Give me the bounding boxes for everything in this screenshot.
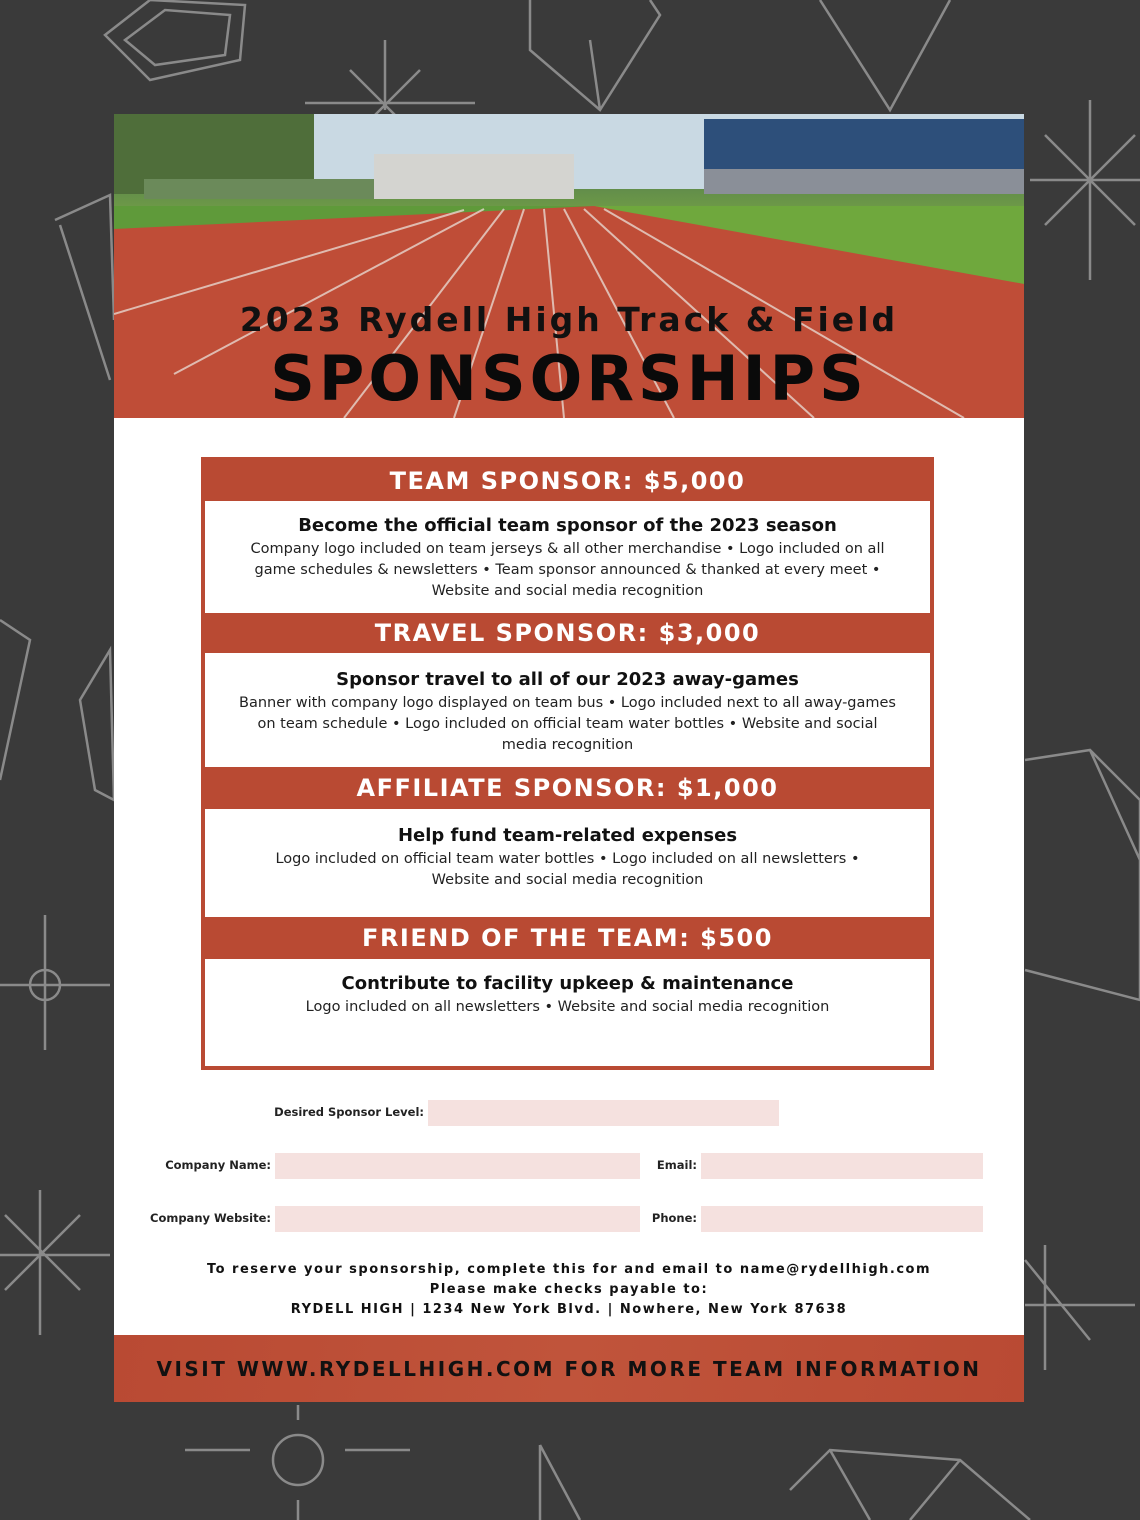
flyer-title: SPONSORSHIPS — [270, 342, 868, 415]
tier-body-friend — [205, 973, 930, 1018]
tier-title: Contribute to facility upkeep & maintenance — [341, 973, 794, 994]
tier-heading-travel: TRAVEL SPONSOR: $3,000 — [205, 613, 930, 653]
company-website-label: Company Website: — [150, 1211, 271, 1225]
footer-banner: VISIT WWW.RYDELLHIGH.COM FOR MORE TEAM INFORMATION — [114, 1335, 1024, 1402]
flyer-subtitle: 2023 Rydell High Track & Field — [239, 300, 899, 339]
note-checks-line: Please make checks payable to: — [429, 1282, 709, 1297]
phone-label: Phone: — [651, 1211, 697, 1225]
tier-body-travel — [205, 669, 930, 756]
tier-body-team — [205, 515, 930, 602]
tier-heading-team: TEAM SPONSOR: $5,000 — [205, 461, 930, 501]
note-address-line: RYDELL HIGH | 1234 New York Blvd. | Nowhere, New York 87638 — [290, 1302, 848, 1317]
track-hero-image — [114, 114, 1024, 418]
sponsorship-flyer — [114, 114, 1024, 1402]
tier-description: Logo included on official team water bottles • Logo included on all newsletters • Website and social media recognition — [275, 851, 860, 888]
tier-heading-friend: FRIEND OF THE TEAM: $500 — [205, 917, 930, 959]
tier-body-affiliate — [205, 825, 930, 891]
sponsor-level-label: Desired Sponsor Level: — [274, 1105, 424, 1119]
email-input[interactable] — [701, 1153, 983, 1179]
tier-heading-affiliate: AFFILIATE SPONSOR: $1,000 — [205, 767, 930, 809]
sponsor-tiers — [201, 457, 934, 1070]
company-website-input[interactable] — [275, 1206, 640, 1232]
tier-title: Help fund team-related expenses — [397, 825, 738, 846]
tier-title: Become the official team sponsor of the 2023 season — [298, 515, 837, 536]
tier-description: Logo included on all newsletters • Website and social media recognition — [305, 999, 830, 1015]
company-name-label: Company Name: — [165, 1158, 271, 1172]
tier-description: Banner with company logo displayed on team bus • Logo included next to all away-games on team schedule • Logo included on official team water bottles • Website and social media recognition — [239, 695, 896, 753]
reservation-note — [114, 1260, 1024, 1320]
sponsor-level-input[interactable] — [428, 1100, 779, 1126]
company-name-input[interactable] — [275, 1153, 640, 1179]
tier-title: Sponsor travel to all of our 2023 away-games — [336, 669, 799, 690]
phone-input[interactable] — [701, 1206, 983, 1232]
email-label: Email: — [656, 1158, 697, 1172]
note-email-line: To reserve your sponsorship, complete this for and email to name@rydellhigh.com — [206, 1262, 932, 1277]
tier-description: Company logo included on team jerseys & all other merchandise • Logo included on all game schedules & newsletters • Team sponsor announced & thanked at every meet • Website and social media recognition — [250, 541, 885, 599]
